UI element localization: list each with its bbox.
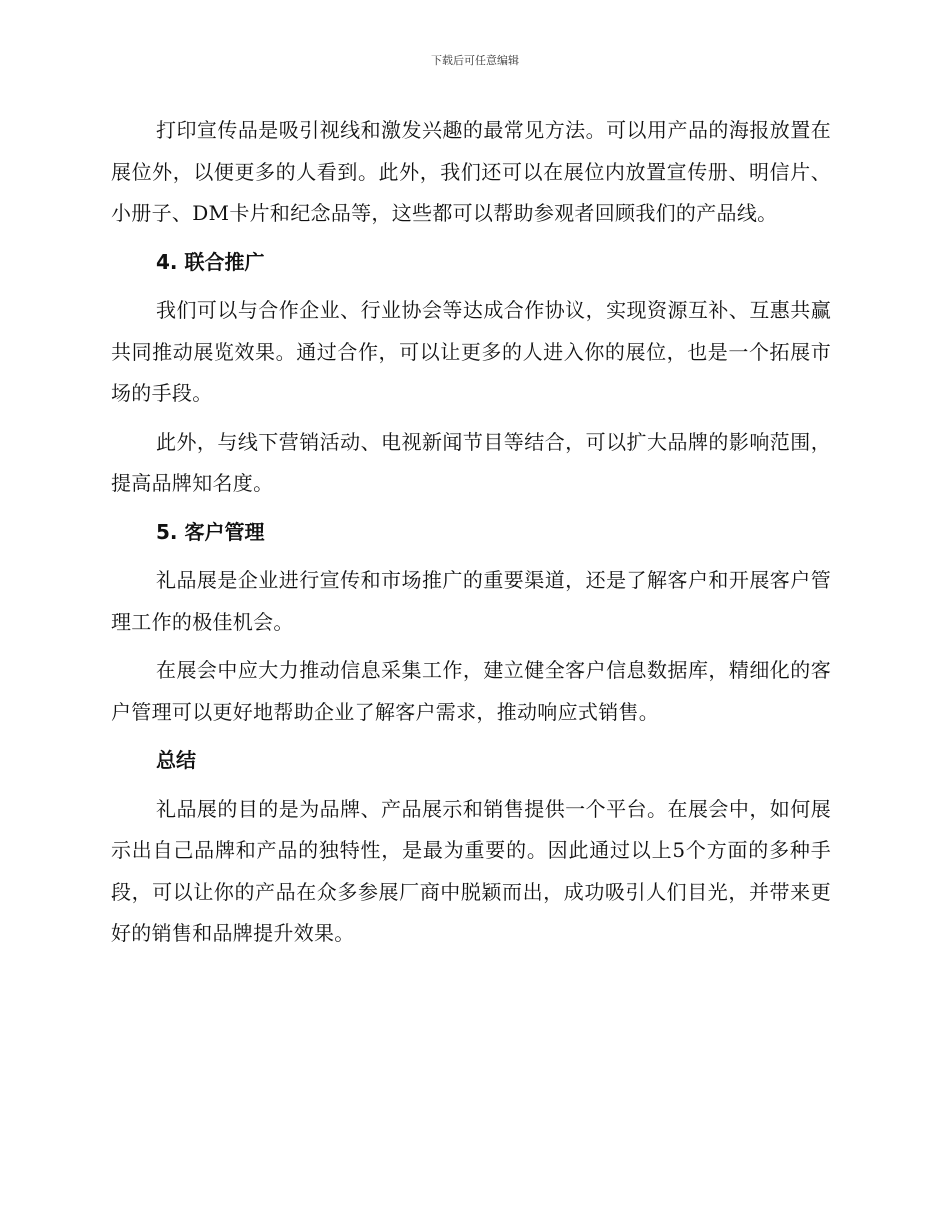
document-body	[111, 110, 831, 962]
section-heading-joint-promotion: 4. 联合推广	[156, 249, 265, 274]
page-header: 下载后可任意编辑	[431, 54, 519, 67]
paragraph-summary: 礼品展的目的是为品牌、产品展示和销售提供一个平台。在展会中，如何展示出自己品牌和产品的独特性，是最为重要的。因此通过以上5个方面的多种手段，可以让你的产品在众多参展厂商中脱颖而出，成功吸引人们目光，并带来更好的销售和品牌提升效果。	[111, 796, 831, 945]
section-heading-customer-management: 5. 客户管理	[156, 519, 265, 544]
paragraph-information-collection: 在展会中应大力推动信息采集工作，建立健全客户信息数据库，精细化的客户管理可以更好地帮助企业了解客户需求，推动响应式销售。	[111, 658, 831, 724]
paragraph-gift-show-channel: 礼品展是企业进行宣传和市场推广的重要渠道，还是了解客户和开展客户管理工作的极佳机会。	[111, 568, 831, 634]
paragraph-cooperation: 我们可以与合作企业、行业协会等达成合作协议，实现资源互补、互惠共赢共同推动展览效果。通过合作，可以让更多的人进入你的展位，也是一个拓展市场的手段。	[111, 298, 831, 405]
paragraph-offline-marketing: 此外，与线下营销活动、电视新闻节目等结合，可以扩大品牌的影响范围，提高品牌知名度。	[111, 429, 831, 495]
section-heading-summary: 总结	[156, 748, 196, 772]
paragraph-print-materials: 打印宣传品是吸引视线和激发兴趣的最常见方法。可以用产品的海报放置在展位外，以便更多的人看到。此外，我们还可以在展位内放置宣传册、明信片、小册子、DM卡片和纪念品等，这些都可以帮助参观者回顾我们的产品线。	[111, 118, 831, 225]
